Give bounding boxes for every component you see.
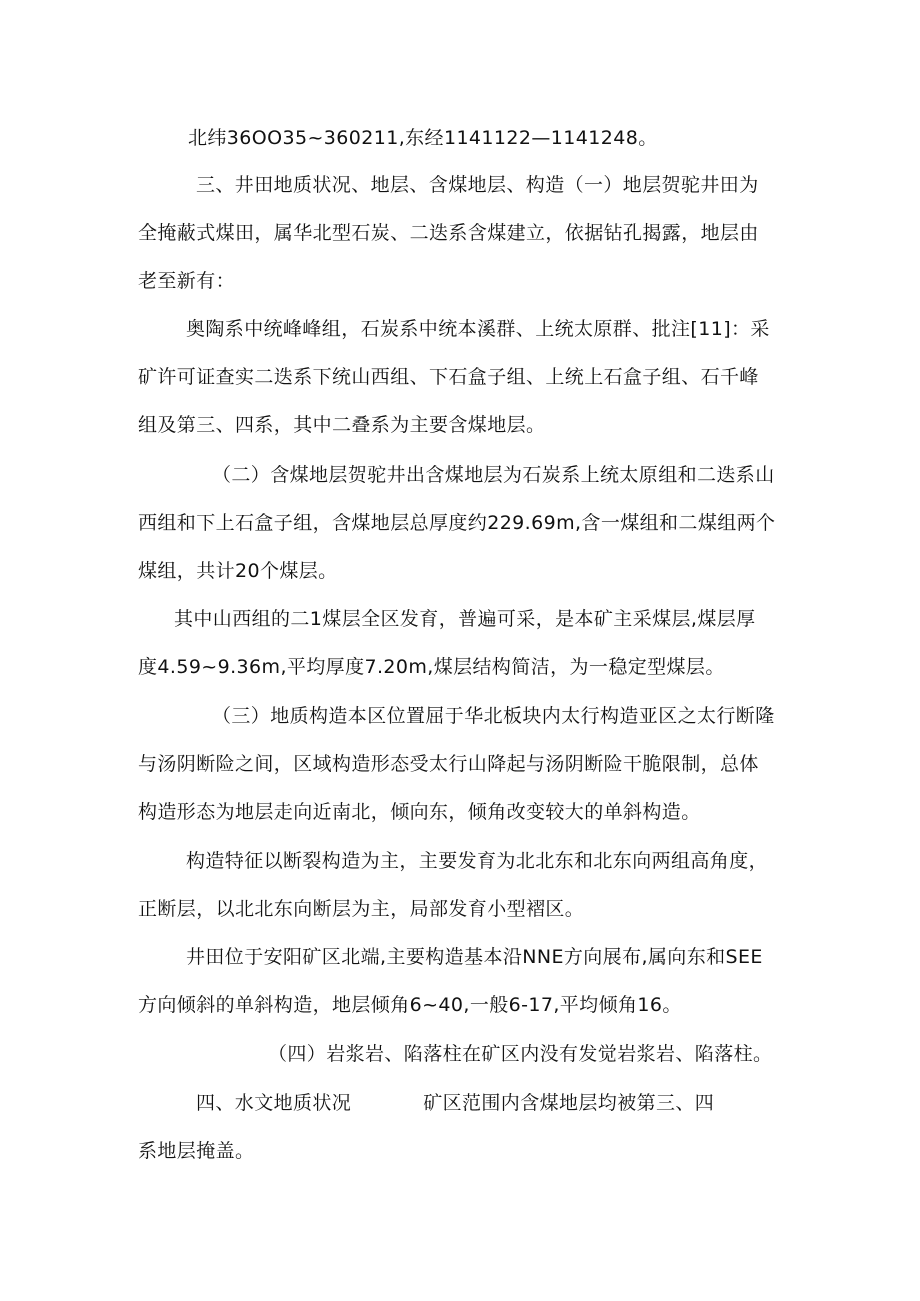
- coal-strata-line-2: 西组和下上石盒子组，含煤地层总厚度约229.69m,含一煤组和二煤组两个: [138, 512, 776, 534]
- field-location-line-2: 方向倾斜的单斜构造，地层倾角6~40,一般6-17,平均倾角16。: [138, 994, 682, 1016]
- fault-features-line-2: 正断层，以北北东向断层为主，局部发育小型褶区。: [138, 898, 585, 920]
- strata-paragraph-line-2: 矿许可证查实二迭系下统山西组、下石盒子组、上统上石盒子组、石千峰: [138, 366, 759, 388]
- hydrogeology-body: 矿区范围内含煤地层均被第三、四: [423, 1092, 715, 1114]
- section-3-body-line-2: 全掩蔽式煤田，属华北型石炭、二迭系含煤建立，依据钻孔揭露，地层由: [138, 222, 759, 244]
- magmatic-rock-line: （四）岩浆岩、陷落柱在矿区内没有发觉岩浆岩、陷落柱。: [268, 1043, 773, 1065]
- coal-strata-line-1: （二）含煤地层贺驼井出含煤地层为石炭系上统太原组和二迭系山: [212, 464, 775, 486]
- section-3-body-line-3: 老至新有：: [138, 270, 236, 292]
- section-3-heading-line: 三、井田地质状况、地层、含煤地层、构造（一）地层贺驼井田为: [196, 174, 759, 196]
- hydrogeology-line-1: [196, 1091, 714, 1115]
- fault-features-line-1: 构造特征以断裂构造为主，主要发育为北北东和北东向两组高角度，: [186, 850, 769, 872]
- main-seam-line-1: 其中山西组的二1煤层全区发育，普遍可采，是本矿主采煤层,煤层厚: [174, 608, 756, 630]
- coal-strata-line-3: 煤组，共计20个煤层。: [138, 560, 338, 582]
- geologic-structure-line-3: 构造形态为地层走向近南北，倾向东，倾角改变较大的单斜构造。: [138, 801, 701, 823]
- strata-paragraph-line-1: 奥陶系中统峰峰组，石炭系中统本溪群、上统太原群、批注[11]：采: [186, 318, 770, 340]
- strata-paragraph-line-3: 组及第三、四系，其中二叠系为主要含煤地层。: [138, 414, 546, 436]
- main-seam-line-2: 度4.59~9.36m,平均厚度7.20m,煤层结构简洁，为一稳定型煤层。: [138, 656, 725, 678]
- hydrogeology-line-2: 系地层掩盖。: [138, 1140, 255, 1162]
- geologic-structure-line-1: （三）地质构造本区位置屈于华北板块内太行构造亚区之太行断隆: [212, 705, 775, 727]
- geologic-structure-line-2: 与汤阴断险之间，区域构造形态受太行山降起与汤阴断险干脆限制，总体: [138, 753, 759, 775]
- hydrogeology-heading: 四、水文地质状况: [196, 1092, 352, 1114]
- field-location-line-1: 井田位于安阳矿区北端,主要构造基本沿NNE方向展布,属向东和SEE: [186, 946, 763, 968]
- coordinates-line: 北纬36OO35~360211,东经1141122—1141248。: [188, 127, 658, 149]
